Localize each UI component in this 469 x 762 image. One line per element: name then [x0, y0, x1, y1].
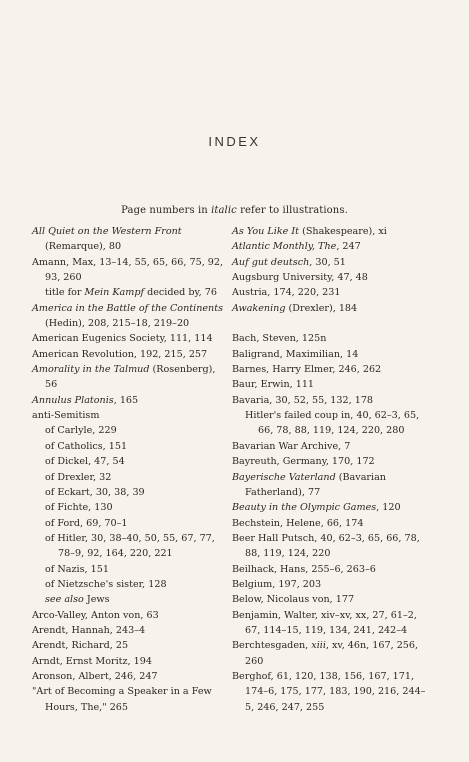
- index-entry: [232, 638, 426, 669]
- index-entry: [232, 270, 426, 285]
- index-entry: [32, 684, 226, 715]
- index-subentry: [32, 562, 226, 577]
- entry-text: anti-Semitism: [32, 410, 100, 422]
- entry-text: of Eckart, 30, 38, 39: [45, 486, 145, 498]
- entry-italic-text: Auf gut deutsch: [232, 256, 310, 268]
- index-entry: [232, 454, 426, 469]
- entry-text: "Art of Becoming a Speaker in a Few Hours, The," 265: [32, 686, 212, 713]
- letter-gap: [232, 316, 426, 331]
- entry-text: Barnes, Harry Elmer, 246, 262: [232, 364, 382, 376]
- index-subentry: [32, 423, 226, 438]
- entry-italic-text: see also: [45, 594, 84, 606]
- entry-text: Benjamin, Walter, xiv–xv, xx, 27, 61–2, 67, 114–15, 119, 134, 241, 242–4: [232, 609, 417, 636]
- index-subentry: [32, 485, 226, 500]
- entry-text: Berghof, 61, 120, 138, 156, 167, 171, 174–6, 175, 177, 183, 190, 216, 244–5, 246, 247, 255: [232, 670, 426, 713]
- index-entry: [232, 285, 426, 300]
- entry-text: Bavaria, 30, 52, 55, 132, 178: [232, 394, 374, 406]
- entry-text: Bavarian War Archive, 7: [232, 440, 351, 452]
- entry-italic-text: Mein Kampf: [84, 287, 145, 299]
- entry-text: Arco-Valley, Anton von, 63: [32, 609, 159, 621]
- entry-text: Beilhack, Hans, 255–6, 263–6: [232, 563, 376, 575]
- index-entry: [32, 393, 226, 408]
- index-entry: [32, 331, 226, 346]
- index-subentry: [32, 500, 226, 515]
- index-entry: [232, 377, 426, 392]
- page-title: INDEX: [208, 134, 261, 149]
- entry-text: (Shakespeare), xi: [299, 226, 387, 237]
- index-entry: [232, 500, 426, 515]
- entry-text: (Rosenberg), 56: [45, 364, 216, 391]
- index-entry: [232, 239, 426, 254]
- entry-text: Amann, Max, 13–14, 55, 65, 66, 75, 92, 93, 260: [32, 256, 224, 284]
- index-entry: [232, 531, 426, 562]
- entry-text: , 247: [336, 241, 361, 253]
- entry-text: title for: [45, 287, 85, 299]
- entry-text: (Bavarian Fatherland), 77: [245, 471, 386, 498]
- note-italic-word: italic: [211, 205, 237, 216]
- entry-italic-text: Atlantic Monthly, The: [232, 241, 337, 253]
- index-entry: [232, 331, 426, 346]
- index-entry: [232, 592, 426, 607]
- entry-text: American Eugenics Society, 111, 114: [32, 333, 213, 345]
- entry-text: (Hedin), 208, 215–18, 219–20: [45, 318, 190, 330]
- index-entry: [232, 669, 426, 715]
- index-subentry: [32, 577, 226, 592]
- index-subentry: [32, 454, 226, 469]
- entry-text: Beer Hall Putsch, 40, 62–3, 65, 66, 78, 88, 119, 124, 220: [232, 532, 420, 560]
- index-entry: [32, 408, 226, 423]
- index-entry: [32, 224, 226, 255]
- index-entry: [232, 362, 426, 377]
- entry-text: of Nietzsche's sister, 128: [45, 578, 167, 590]
- index-entry: [232, 301, 426, 316]
- index-subentry: [32, 285, 226, 300]
- entry-italic-text: Annulus Platonis: [32, 394, 114, 406]
- entry-text: , 30, 51: [309, 256, 346, 268]
- entry-text: Augsburg University, 47, 48: [232, 272, 368, 284]
- entry-text: Arndt, Ernst Moritz, 194: [32, 655, 152, 667]
- index-subentry: [32, 531, 226, 562]
- index-column-left: [32, 224, 226, 715]
- entry-text: Belgium, 197, 203: [232, 578, 322, 590]
- index-entry: [232, 347, 426, 362]
- entry-text: Jews: [83, 594, 110, 606]
- index-entry: [32, 654, 226, 669]
- entry-text: (Remarque), 80: [45, 241, 122, 253]
- entry-text: , 165: [113, 394, 139, 406]
- index-entry: [32, 347, 226, 362]
- entry-text: Austria, 174, 220, 231: [232, 287, 341, 299]
- index-entry: [32, 255, 226, 286]
- entry-text: of Ford, 69, 70–1: [45, 517, 128, 529]
- entry-text: , 120: [376, 502, 401, 514]
- index-entry: [232, 470, 426, 501]
- entry-italic-text: America in the Battle of the Continents: [32, 302, 224, 314]
- entry-text: of Fichte, 130: [45, 502, 113, 514]
- entry-text: decided by, 76: [144, 287, 217, 299]
- index-entry: [32, 301, 226, 332]
- entry-text: Arendt, Richard, 25: [32, 640, 129, 652]
- entry-text: of Hitler, 30, 38–40, 50, 55, 67, 77, 78–9, 92, 164, 220, 221: [45, 532, 215, 560]
- index-entry: [32, 362, 226, 393]
- index-entry: [232, 562, 426, 577]
- entry-italic-text: Beauty in the Olympic Games: [232, 502, 377, 514]
- entry-text: Hitler's failed coup in, 40, 62–3, 65, 66, 78, 88, 119, 124, 220, 280: [245, 410, 420, 437]
- index-entry: [232, 255, 426, 270]
- index-subentry: [32, 516, 226, 531]
- entry-italic-text: Bayerische Vaterland: [232, 471, 336, 483]
- entry-italic-text: xiii: [311, 640, 326, 652]
- entry-italic-text: Amorality in the Talmud: [32, 364, 150, 376]
- entry-text: Aronson, Albert, 246, 247: [32, 670, 158, 682]
- entry-text: Baur, Erwin, 111: [232, 379, 315, 391]
- index-subentry: [232, 408, 426, 439]
- index-subentry: [32, 592, 226, 607]
- index-entry: [32, 623, 226, 638]
- index-entry: [232, 393, 426, 408]
- note-text: Page numbers in: [121, 205, 212, 216]
- index-entry: [32, 638, 226, 653]
- entry-text: (Drexler), 184: [285, 302, 358, 314]
- entry-text: Arendt, Hannah, 243–4: [32, 624, 146, 636]
- index-entry: [232, 577, 426, 592]
- entry-text: of Carlyle, 229: [45, 425, 117, 437]
- index-subentry: [32, 470, 226, 485]
- index-entry: [232, 608, 426, 639]
- index-entry: [32, 608, 226, 623]
- entry-italic-text: All Quiet on the Western Front: [32, 226, 182, 237]
- entry-italic-text: As You Like It: [232, 226, 300, 237]
- index-entry: [232, 516, 426, 531]
- entry-text: Bayreuth, Germany, 170, 172: [232, 456, 375, 468]
- index-entry: [232, 439, 426, 454]
- index-subentry: [32, 439, 226, 454]
- entry-text: Bach, Steven, 125n: [232, 333, 327, 345]
- illustration-note: [0, 205, 469, 216]
- entry-text: Baligrand, Maximilian, 14: [232, 348, 359, 360]
- index-entry: [32, 669, 226, 684]
- entry-text: Below, Nicolaus von, 177: [232, 594, 355, 606]
- entry-text: of Catholics, 151: [45, 440, 128, 452]
- entry-text: of Nazis, 151: [45, 563, 109, 575]
- entry-text: of Drexler, 32: [45, 471, 112, 483]
- entry-text: Bechstein, Helene, 66, 174: [232, 517, 364, 529]
- note-text-end: refer to illustrations.: [236, 205, 348, 216]
- index-column-right: [232, 224, 426, 715]
- entry-text: , xv, 46n, 167, 256, 260: [245, 640, 419, 667]
- entry-text: of Dickel, 47, 54: [45, 456, 125, 468]
- entry-text: Berchtesgaden,: [232, 640, 312, 652]
- index-entry: [232, 224, 426, 239]
- entry-text: American Revolution, 192, 215, 257: [32, 348, 208, 360]
- entry-italic-text: Awakening: [232, 302, 286, 314]
